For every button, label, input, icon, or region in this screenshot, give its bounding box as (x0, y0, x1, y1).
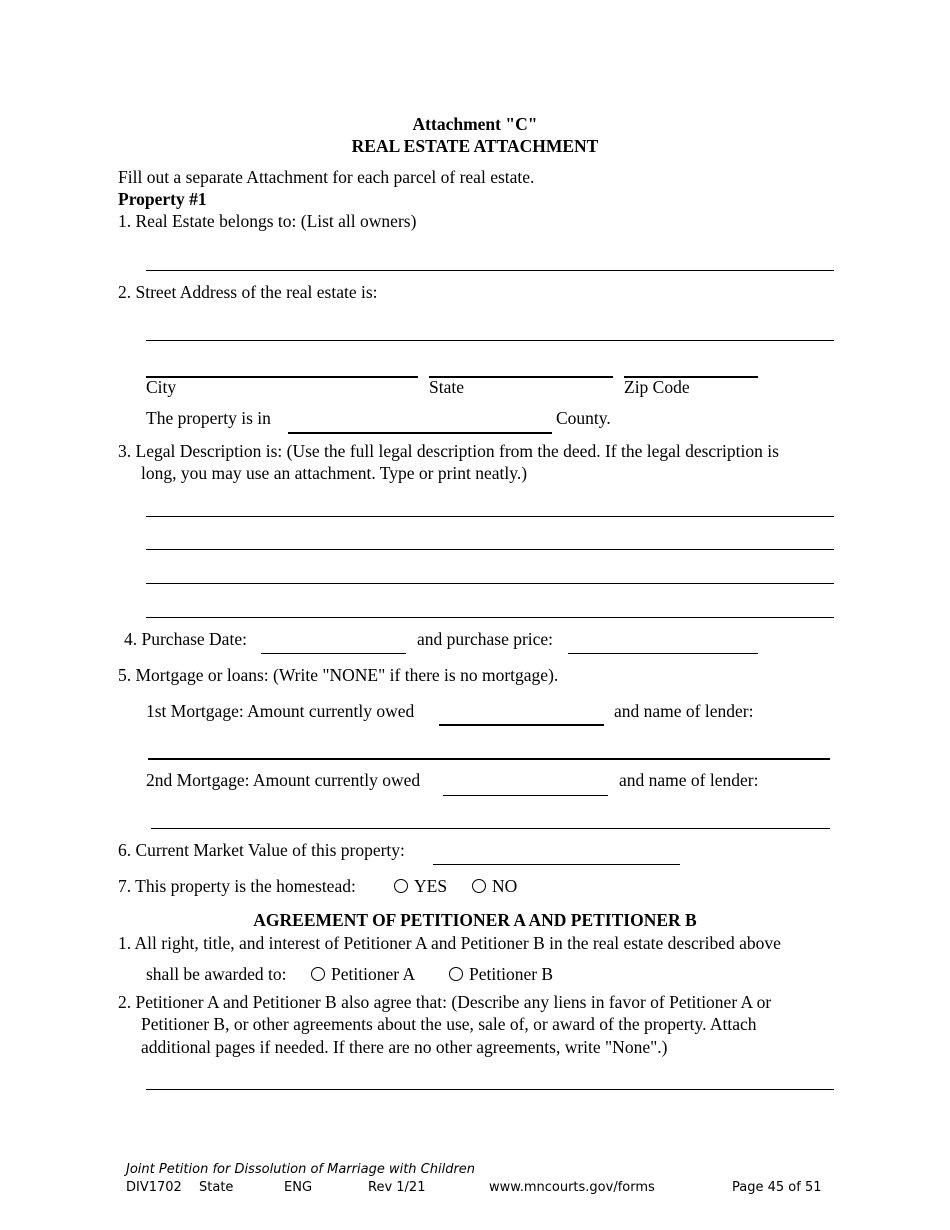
legal-description-line-4[interactable] (146, 617, 834, 618)
agreement-heading: AGREEMENT OF PETITIONER A AND PETITIONER B (253, 910, 697, 930)
agreement-item1-line2: shall be awarded to: (146, 964, 287, 984)
homestead-yes-radio[interactable] (394, 879, 408, 893)
footer-url[interactable]: www.mncourts.gov/forms (489, 1180, 655, 1195)
q5-label: 5. Mortgage or loans: (Write "NONE" if there is no mortgage). (118, 665, 559, 685)
purchase-price-field[interactable] (568, 653, 758, 654)
state-label: State (429, 377, 464, 397)
other-agreements-field[interactable] (146, 1089, 834, 1090)
award-petitioner-b-radio[interactable] (449, 967, 463, 981)
homestead-no-label: NO (492, 876, 518, 896)
legal-description-line-3[interactable] (146, 583, 834, 584)
q6-label: 6. Current Market Value of this property: (118, 840, 405, 860)
market-value-field[interactable] (433, 864, 680, 865)
q2-label: 2. Street Address of the real estate is: (118, 282, 378, 302)
second-lender-label: and name of lender: (619, 770, 759, 790)
property-heading: Property #1 (118, 189, 207, 209)
agreement-item2-line2: Petitioner B, or other agreements about the use, sale of, or award of the property. Attach (141, 1014, 757, 1034)
first-lender-field[interactable] (148, 758, 830, 760)
page-title: REAL ESTATE ATTACHMENT (351, 136, 599, 156)
homestead-no-option[interactable] (472, 876, 517, 897)
footer-form-id: DIV1702 (126, 1180, 182, 1195)
homestead-no-radio[interactable] (472, 879, 486, 893)
q3-label-line2: long, you may use an attachment. Type or print neatly.) (141, 463, 528, 483)
award-petitioner-a-option[interactable] (311, 964, 415, 985)
county-prefix: The property is in (146, 408, 271, 428)
agreement-item2-line3: additional pages if needed. If there are no other agreements, write "None".) (141, 1037, 668, 1057)
footer-revision: Rev 1/21 (368, 1180, 426, 1195)
street-address-field[interactable] (146, 340, 834, 341)
legal-description-line-2[interactable] (146, 549, 834, 550)
agreement-item1-line1: 1. All right, title, and interest of Petitioner A and Petitioner B in the real estate described above (118, 933, 781, 953)
legal-description-line-1[interactable] (146, 516, 834, 517)
footer-jurisdiction: State (199, 1180, 234, 1195)
second-mortgage-amount-field[interactable] (443, 795, 608, 796)
second-mortgage-label: 2nd Mortgage: Amount currently owed (146, 770, 421, 790)
award-petitioner-b-option[interactable] (449, 964, 553, 985)
city-field[interactable] (146, 376, 418, 378)
award-petitioner-b-label: Petitioner B (469, 964, 554, 984)
award-petitioner-a-radio[interactable] (311, 967, 325, 981)
homestead-yes-option[interactable] (394, 876, 447, 897)
award-petitioner-a-label: Petitioner A (331, 964, 416, 984)
purchase-date-field[interactable] (261, 653, 406, 654)
footer-page-number: Page 45 of 51 (732, 1180, 822, 1195)
attachment-label: Attachment "C" (412, 114, 538, 134)
footer-language: ENG (284, 1180, 313, 1195)
q3-label-line1: 3. Legal Description is: (Use the full legal description from the deed. If the legal description is (118, 441, 779, 461)
first-mortgage-label: 1st Mortgage: Amount currently owed (146, 701, 415, 721)
second-lender-field[interactable] (151, 828, 830, 829)
intro-text: Fill out a separate Attachment for each parcel of real estate. (118, 167, 535, 187)
q1-label: 1. Real Estate belongs to: (List all owners) (118, 211, 417, 231)
q4-label: 4. Purchase Date: (124, 629, 247, 649)
footer-form-title: Joint Petition for Dissolution of Marriage with Children (126, 1162, 476, 1177)
first-mortgage-amount-field[interactable] (439, 724, 604, 726)
owners-field[interactable] (146, 270, 834, 271)
agreement-item2-line1: 2. Petitioner A and Petitioner B also agree that: (Describe any liens in favor of Petitioner A or (118, 992, 772, 1012)
county-suffix: County. (556, 408, 611, 428)
q7-label: 7. This property is the homestead: (118, 876, 356, 896)
city-label: City (146, 377, 177, 397)
purchase-price-label: and purchase price: (417, 629, 554, 649)
first-lender-label: and name of lender: (614, 701, 754, 721)
homestead-yes-label: YES (414, 876, 448, 896)
county-field[interactable] (288, 432, 552, 434)
zip-label: Zip Code (624, 377, 690, 397)
